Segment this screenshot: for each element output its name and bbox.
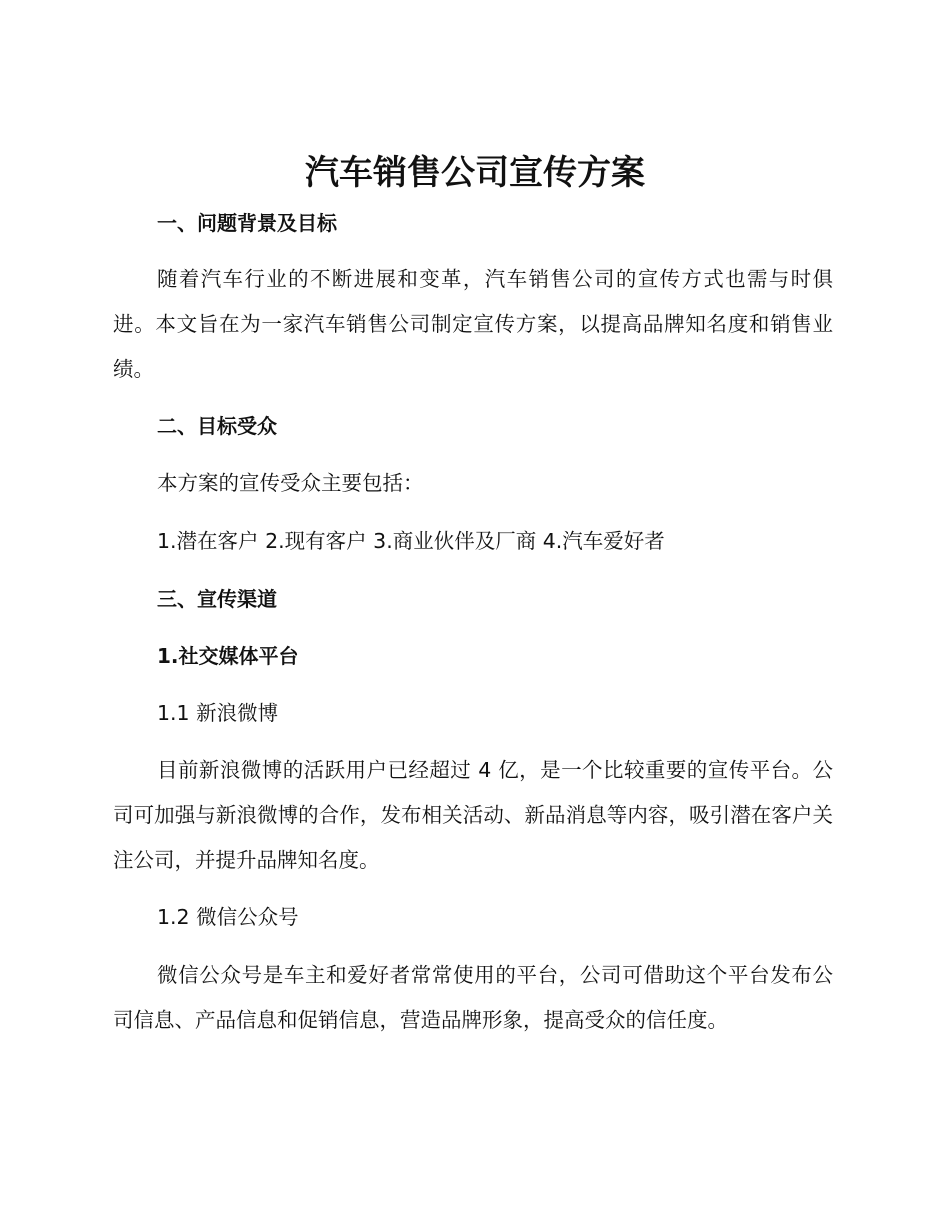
wechat-paragraph: 微信公众号是车主和爱好者常常使用的平台，公司可借助这个平台发布公司信息、产品信息和促销信息，营造品牌形象，提高受众的信任度。 [113, 963, 833, 1032]
wechat-heading: 1.2 微信公众号 [157, 905, 299, 929]
section1-paragraph: 随着汽车行业的不断进展和变革，汽车销售公司的宣传方式也需与时俱进。本文旨在为一家汽车销售公司制定宣传方案，以提高品牌知名度和销售业绩。 [113, 267, 833, 381]
section3-heading: 三、宣传渠道 [157, 587, 277, 611]
weibo-paragraph: 目前新浪微博的活跃用户已经超过 4 亿，是一个比较重要的宣传平台。公司可加强与新浪微博的合作，发布相关活动、新品消息等内容，吸引潜在客户关注公司，并提升品牌知名度。 [113, 758, 833, 872]
section2-heading: 二、目标受众 [157, 414, 277, 438]
document-title: 汽车销售公司宣传方案 [305, 153, 645, 193]
weibo-heading: 1.1 新浪微博 [157, 701, 279, 725]
section3-subheading: 1.社交媒体平台 [157, 644, 299, 668]
audience-list: 1.潜在客户 2.现有客户 3.商业伙伴及厂商 4.汽车爱好者 [157, 529, 665, 553]
section2-intro: 本方案的宣传受众主要包括： [157, 471, 424, 495]
section1-heading: 一、问题背景及目标 [157, 211, 337, 235]
